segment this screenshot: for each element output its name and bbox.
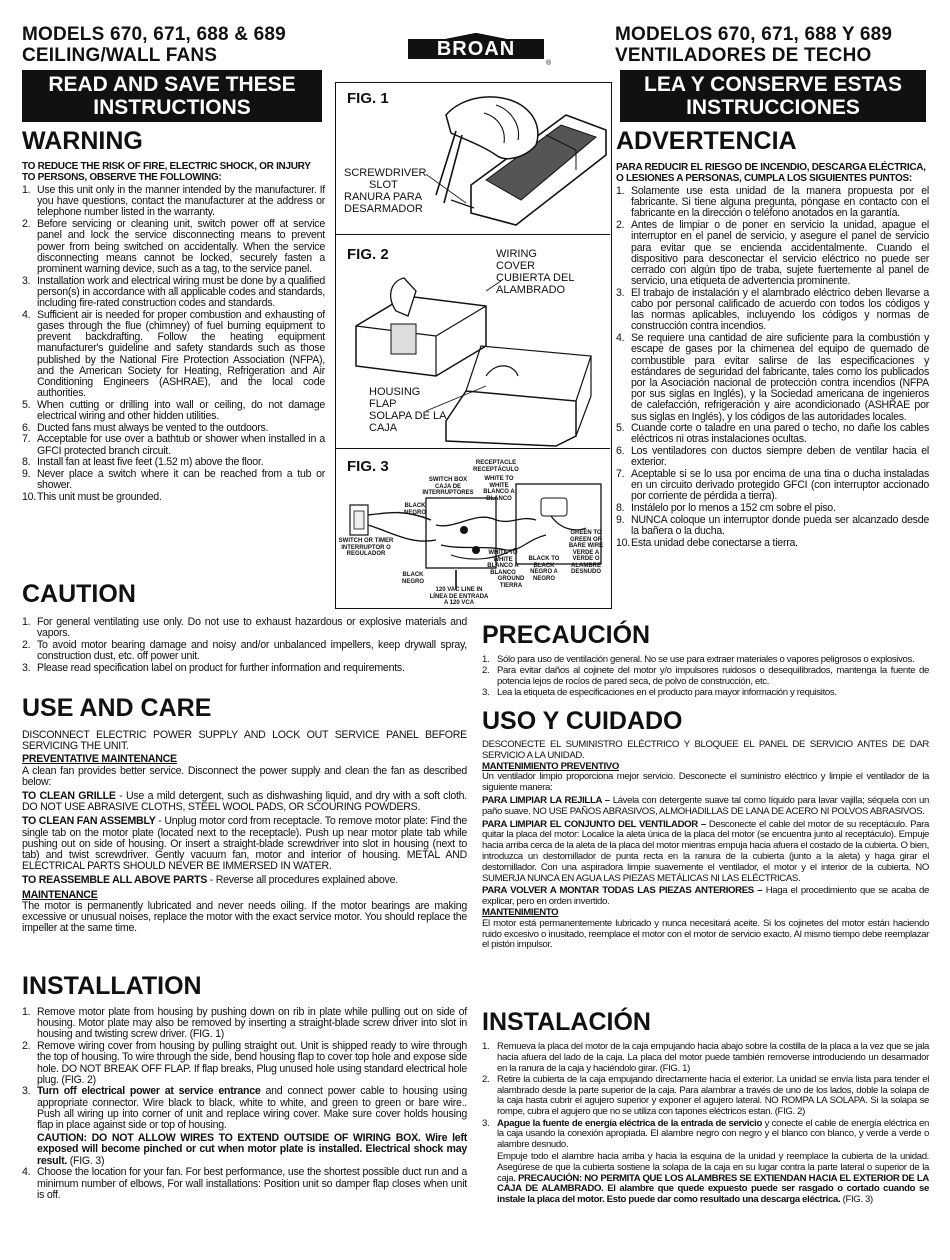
limpiar-ventilador-paragraph: PARA LIMPIAR EL CONJUNTO DEL VENTILADOR – Desconecte el cable del motor de su receptáculo. Para quitar la placa del motor: Localice la aleta única de la placa del motor (se encuentra junto al receptáculo). Empuje hacia arriba cerca de la aleta de la placa del motor mientras empuja hacia afuera el costado de la cubierta. O bien, introduzca un destornillador de punta recta en la ranura de la cubierta (junto a la aleta) y haga girar el destornillador. Con una aspiradora limpie suavemente el ventilador, el motor y el interior de la cubierta. NO SUMERJA NUNCA EN AGUA LAS PIEZAS METÁLICAS NI LAS ELÉCTRICAS.	[482, 818, 929, 884]
list-item: 4. Se requiere una cantidad de aire suficiente para la combustión y escape de gases por la chimenea del equipo de quemado de combustible para evitar salirse de las especificaciones y estándares de seguridad del fabricante, tales como los publicados por la Asociación nacional de protección contra incendios (NFPA por sus siglas en Inglés), y la Sociedad americana de ingenieros de calefacción, refrigeración y aire acondicionado (ASHRAE por sus siglas en Inglés), y los códigos de las autoridades locales.	[616, 332, 929, 423]
mantenimiento-heading: MANTENIMIENTO	[482, 906, 559, 918]
list-item: 2. Para evitar daños al cojinete del motor y/o impulsores ruidosos o desequilibrados, mantenga la fuente de potencia lejos de rocíos de pared seca, de polvo de construcción, etc.	[482, 665, 929, 688]
fig1-illustration	[426, 85, 610, 233]
title-en-line-1: MODELS 670, 671, 688 & 689	[22, 24, 286, 45]
clean-grille-paragraph: TO CLEAN GRILLE - Use a mild detergent, such as dishwashing liquid, and dry with a soft cloth. DO NOT USE ABRASIVE CLOTHS, STEEL WOOL PADS, OR SCOURING POWDERS.	[22, 790, 467, 814]
warning-list	[22, 185, 325, 503]
fig1-panel	[336, 83, 610, 235]
fig2-panel	[336, 236, 610, 449]
advertencia-lead: PARA REDUCIR EL RIESGO DE INCENDIO, DESCARGA ELÉCTRICA, O LESIONES A PERSONAS, CUMPLA LOS SIGUIENTES PUNTOS:	[616, 162, 926, 184]
fig1-callout-line-4: DESARMADOR	[344, 203, 423, 215]
title-es-line-1: MODELOS 670, 671, 688 Y 689	[615, 24, 893, 45]
broan-logo	[408, 33, 544, 63]
list-item: 1. Remueva la placa del motor de la caja empujando hacia abajo sobre la costilla de la placa a la vez que se jala hacia afuera del lado de la caja. La placa del motor puede también removerse introduciendo un desarmador en la ranura de la caja y haciéndolo girar. (FIG. 1)	[482, 1041, 929, 1074]
banner-read-save: READ AND SAVE THESE INSTRUCTIONS	[22, 70, 322, 122]
mantenimiento-text: El motor está permanentemente lubricado y nunca necesitará aceite. Si los cojinetes del motor están haciendo ruido excesivo o inusitado, reemplace el motor con el motor de servicio exacto. Al mismo tiempo debe reemplazar el pistón impulsor.	[482, 917, 929, 951]
fig2-callout-wiring-cover	[496, 248, 574, 296]
use-care-lead: DISCONNECT ELECTRIC POWER SUPPLY AND LOCK OUT SERVICE PANEL BEFORE SERVICING THE UNIT.	[22, 729, 467, 753]
warning-heading: WARNING	[22, 127, 143, 155]
list-item: 4. Sufficient air is needed for proper combustion and exhausting of gases through the flue (chimney) of fuel burning equipment to prevent backdrafting. Follow the heating equipment manufacturer's guideline and safety standards such as those published by the National Fire Protection Association (NFPA), and the American Society for Heating, Refrigeration and Air Conditioning Engineers (ASHRAE), and the local code authorities.	[22, 308, 325, 400]
title-es	[615, 24, 945, 66]
list-item: 2. Before servicing or cleaning unit, switch power off at service panel and lock the service disconnecting means to prevent power from being switched on accidentally. When the service disconnecting means cannot be locked, securely fasten a prominent warning device, such as a tag, to the service panel.	[22, 218, 325, 275]
fig1-callout-line-2: SLOT	[369, 179, 398, 191]
use-care-heading: USE AND CARE	[22, 694, 212, 722]
fig2-callout-line-2: COVER	[496, 260, 536, 272]
list-item: 4. Choose the location for your fan. For best performance, use the shortest possible duct run and a minimum number of elbows, For wall installations: Position unit so damper flap closes when unit is off.	[22, 1166, 467, 1201]
title-en	[22, 24, 342, 66]
reassemble-paragraph: TO REASSEMBLE ALL ABOVE PARTS - Reverse all procedures explained above.	[22, 874, 398, 887]
precaucion-list	[482, 655, 929, 699]
fig2-callout-line-7: SOLAPA DE LA	[369, 410, 447, 422]
list-item: 2. Remove wiring cover from housing by pulling straight out. Unit is shipped ready to wire through the top of housing. To wire through the side, bend housing flap to cover top hole and expose side hole. DO NOT BREAK OFF FLAP. If flap breaks, Plug unused hole using standard electrical hole plug. (FIG. 2)	[22, 1040, 467, 1086]
fig2-callout-line-4: ALAMBRADO	[496, 284, 566, 296]
fig1-label: FIG. 1	[347, 90, 389, 107]
list-item: 6. Los ventiladores con ductos siempre deben de ventilar hacia el exterior.	[616, 445, 929, 469]
list-item: 10. Esta unidad debe conectarse a tierra.	[616, 536, 798, 549]
fig3-label-line-in: 120 VAC LINE IN LÍNEA DE ENTRADA A 120 VCA	[429, 587, 489, 606]
list-item: 1. Use this unit only in the manner intended by the manufacturer. If you have questions, contact the manufacturer at the address or telephone number listed in the warranty.	[22, 184, 325, 219]
maintenance-text: The motor is permanently lubricated and never needs oiling. If the motor bearings are making excessive or unusual noises, replace the motor with the exact service motor. You should replace the impeller at the same time.	[22, 899, 467, 935]
title-en-line-2: CEILING/WALL FANS	[22, 45, 218, 66]
installation-list	[22, 1007, 467, 1201]
list-item: 1. Solamente use esta unidad de la manera propuesta por el fabricante. Si tiene alguna pregunta, póngase en contacto con el fabricante en la dirección o teléfono anotados en la garantía.	[616, 185, 929, 220]
list-item: 3. Lea la etiqueta de especificaciones en el producto para mayor información y requisitos.	[482, 687, 837, 699]
uso-cuidado-heading: USO Y CUIDADO	[482, 707, 683, 735]
fig2-label: FIG. 2	[347, 246, 389, 263]
list-item: 7. Acceptable for use over a bathtub or shower when installed in a GFCI protected branch circuit.	[22, 433, 325, 457]
list-item: 3. Please read specification label on product for further information and requirements.	[22, 661, 405, 674]
fig2-callout-housing-flap	[369, 386, 446, 434]
warning-section-en	[22, 127, 325, 504]
volver-montar-paragraph: PARA VOLVER A MONTAR TODAS LAS PIEZAS ANTERIORES – Haga el procedimiento que se acaba de explicar, pero en orden invertido.	[482, 885, 929, 908]
fig3-label: FIG. 3	[347, 458, 389, 475]
instalacion-section-es	[482, 1008, 929, 1206]
mantenimiento-preventivo-heading: MANTENIMIENTO PREVENTIVO	[482, 760, 619, 772]
fig3-label-switch: SWITCH OR TIMER INTERRUPTOR O REGULADOR	[338, 538, 394, 557]
fig3-label-black: BLACK NEGRO	[403, 503, 426, 516]
list-item: 5. Cuande corte o taladre en una pared o techo, no dañe los cables eléctricos ni otras instalaciones ocultas.	[616, 422, 929, 446]
list-item: 7. Aceptable si se lo usa por encima de una tina o ducha instaladas en un circuito derivado protegido GFCI (con interruptor accionado por corriente de pérdida a tierra).	[616, 468, 929, 503]
fig3-label-switchbox: SWITCH BOX CAJA DE INTERRUPTORES	[422, 477, 474, 496]
list-item: 6. Ducted fans must always be vented to the outdoors.	[22, 421, 269, 434]
list-item: 3. Turn off electrical power at service entrance and connect power cable to housing using appropriate connector. Wire black to black, white to white, and green to green or bare wire.. Push all wiring up into corner of unit and replace wiring cover. Make sure cover holds housing flap in place against side or top of housing. CAUTION: DO NOT ALLOW WIRES TO EXTEND OUTSIDE OF WIRING BOX. Wire left exposed will become pinched or cut when motor plate is installed. Electrical shock may result. (FIG. 3)	[22, 1085, 467, 1167]
preventative-maintenance-heading: PREVENTATIVE MAINTENANCE	[22, 753, 177, 766]
caution-list	[22, 617, 467, 674]
instalacion-heading: INSTALACIÓN	[482, 1008, 651, 1036]
broan-logo-text: BROAN	[408, 39, 544, 59]
fig1-callout-line-3: RANURA PARA	[344, 191, 423, 203]
list-item: 9. Never place a switch where it can be reached from a tub or shower.	[22, 468, 325, 492]
use-care-section-en	[22, 694, 467, 934]
list-item: 8. Instálelo por lo menos a 152 cm sobre el piso.	[616, 502, 836, 515]
list-item: 8. Install fan at least five feet (1.52 m) above the floor.	[22, 456, 264, 469]
list-item: 2. Antes de limpiar o de poner en servicio la unidad, apague el interruptor en el panel de servicio, y asegure el panel de servicio para evitar que se encienda accidentalmente. Cuando el dispositivo para desconectar el servicio eléctrico no puede ser cerrado con algún tipo de traba, sujete fuertemente al panel de servicio, una etiqueta de advertencia prominente.	[616, 219, 929, 288]
list-item: 2. Retire la cubierta de la caja empujando directamente hacia el exterior. La unidad se envía lista para tender el alambrado desde la parte superior de la caja. Para alambrar a través de uno de los lados, doble la solapa de la caja hasta cubrir el agujero superior y exponer el agujero lateral. NO ROMPA LA SOLAPA. Si la solapa se rompe, cubra el agujero que no se utiliza con tapones eléctricos estan. (FIG. 2)	[482, 1073, 929, 1118]
warning-lead: TO REDUCE THE RISK OF FIRE, ELECTRIC SHOCK, OR INJURY TO PERSONS, OBSERVE THE FOLLOWING:	[22, 161, 311, 183]
banner-lea-conserve: LEA Y CONSERVE ESTAS INSTRUCCIONES	[620, 70, 926, 122]
fig3-label-receptacle: RECEPTACLE RECEPTÁCULO	[473, 460, 519, 473]
fig3-label-white-top: WHITE TO WHITE BLANCO A BLANCO	[483, 476, 515, 502]
uso-cuidado-section-es	[482, 707, 929, 951]
precaucion-section-es	[482, 621, 929, 700]
precaucion-heading: PRECAUCIÓN	[482, 621, 651, 649]
instalacion-list	[482, 1042, 929, 1206]
fig3-label-black-bottom: BLACK NEGRO	[401, 572, 424, 585]
list-item: 5. When cutting or drilling into wall or ceiling, do not damage electrical wiring and other hidden utilities.	[22, 398, 325, 423]
list-item: 9. NUNCA coloque un interruptor donde pueda ser alcanzado desde la bañera o la ducha.	[616, 513, 929, 538]
advertencia-list	[616, 186, 929, 549]
list-item: 1. Remove motor plate from housing by pushing down on rib in plate while pulling out on side of housing. Motor plate may also be removed by inserting a straight-blade screw driver into slot in housing and twisting screw driver. (FIG. 1)	[22, 1006, 467, 1041]
fig2-callout-line-6: FLAP	[369, 398, 397, 410]
fig3-label-white-bottom: WHITE TO WHITE BLANCO A BLANCO	[487, 550, 519, 576]
list-item: 1. For general ventilating use only. Do not use to exhaust hazardous or explosive materials and vapors.	[22, 616, 467, 640]
list-item: 3. Apague la fuente de energía eléctrica de la entrada de servicio y conecte el cable de energía eléctrica en la caja usando la conexión apropiada. El alambre negro con negro y el blanco con blanco, y verde a verde o alambre desnudo. Empuje todo el alambre hacia arriba y hacia la esquina de la unidad y reemplace la cubierta de la unidad. Asegúrese de que la cubierta sostiene la solapa de la caja en su lugar contra la parte lateral o superior de la caja. PRECAUCIÓN: NO PERMITA QUE LOS ALAMBRES SE EXTIENDAN HACIA EL EXTERIOR DE LA CAJA DE ALAMBRADO. El alambre que quede expuesto puede ser rasgado o cortado cuando se instale la placa del motor. Esto puede dar como resultado una descarga eléctrica. (FIG. 3)	[482, 1117, 929, 1206]
installation-heading: INSTALLATION	[22, 972, 202, 1000]
fig3-label-ground: GROUND TIERRA	[497, 576, 525, 589]
clean-fan-paragraph: TO CLEAN FAN ASSEMBLY - Unplug motor cord from receptacle. To remove motor plate: Find the single tab on the motor plate (located next to the receptacle). Push up near motor plate tab while pushing out on side of housing. Or insert a straight-blade screwdriver into slot in housing (next to tab) and twist screwdriver. Gently vacuum fan, motor and interior of housing. METAL AND ELECTRICAL PARTS SHOULD NEVER BE IMMERSED IN WATER.	[22, 815, 467, 873]
advertencia-heading: ADVERTENCIA	[616, 127, 797, 155]
list-item: 3. Installation work and electrical wiring must be done by a qualified person(s) in accordance with all applicable codes and standards, including fire-rated construction codes and standards.	[22, 274, 325, 310]
fig2-callout-line-8: CAJA	[369, 422, 398, 434]
fig3-label-green: GREEN TO GREEN OR BARE WIRE VERDE A VERDE O ALAMBRE DESNUDO	[568, 530, 604, 575]
warning-section-es	[616, 127, 929, 550]
fig2-callout-line-5: HOUSING	[369, 386, 421, 398]
maintenance-heading: MAINTENANCE	[22, 888, 98, 901]
figures-box	[335, 82, 612, 609]
list-item: 3. El trabajo de instalación y el alambrado eléctrico deben llevarse a cabo por personal calificado de acuerdo con todos los códigos y las normas aplicables, incluyendo los códigos y normas de construcción contra incendios.	[616, 286, 929, 333]
caution-heading: CAUTION	[22, 580, 136, 608]
title-es-line-2: VENTILADORES DE TECHO	[615, 45, 872, 66]
fig1-callout	[344, 167, 427, 215]
fig2-callout-line-3: CUBIERTA DEL	[496, 272, 575, 284]
list-item: 2. To avoid motor bearing damage and noisy and/or unbalanced impellers, keep drywall spray, construction dust, etc. off power unit.	[22, 638, 467, 663]
fig1-callout-line-1: SCREWDRIVER	[344, 167, 427, 179]
fig2-callout-line-1: WIRING	[496, 248, 537, 260]
mantenimiento-preventivo-text: Un ventilador limpio proporciona mejor servicio. Desconecte el suministro eléctrico y limpie el ventilador de la siguiente manera:	[482, 771, 929, 794]
registered-mark: ®	[546, 60, 552, 67]
list-item: 10. This unit must be grounded.	[22, 490, 162, 503]
list-item: 1. Sólo para uso de ventilación general. No se use para extraer materiales o vapores peligrosos o explosivos.	[482, 654, 915, 665]
limpiar-rejilla-paragraph: PARA LIMPIAR LA REJILLA – Lávela con detergente suave tal como líquido para lavar vajilla; séquela con un paño suave. NO USE PAÑOS ABRASIVOS, ALMOHADILLAS DE LANA DE ACERO NI POLVOS ABRASIVOS.	[482, 794, 929, 817]
caution-section-en	[22, 580, 467, 675]
fig3-label-black-to-black: BLACK TO BLACK NEGRO A NEGRO	[528, 556, 560, 582]
preventative-maintenance-text: A clean fan provides better service. Disconnect the power supply and clean the fan as described below:	[22, 764, 467, 788]
uso-cuidado-lead: DESCONECTE EL SUMINISTRO ELÉCTRICO Y BLOQUEE EL PANEL DE SERVICIO ANTES DE DAR SERVICIO A LA UNIDAD.	[482, 739, 929, 761]
installation-section-en	[22, 972, 467, 1201]
